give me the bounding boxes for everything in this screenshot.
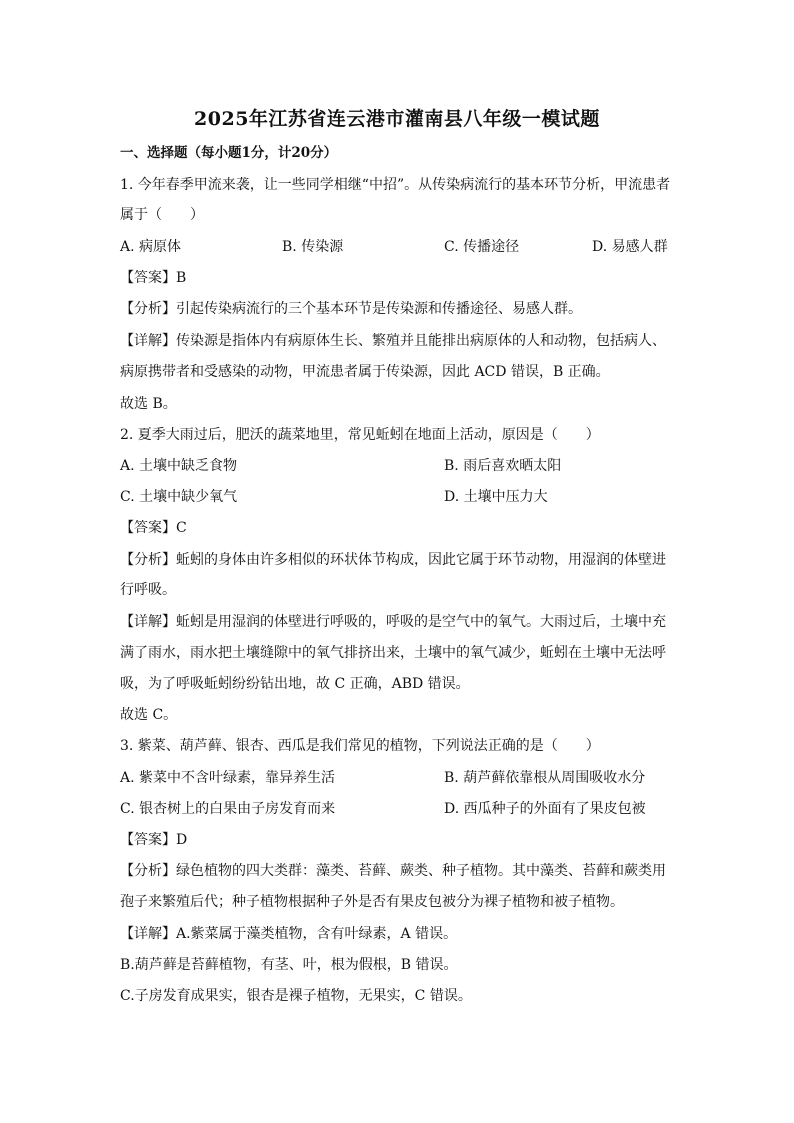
q2-analysis-cont: 行呼吸。 xyxy=(120,582,176,598)
q2-option-d: D. 土壤中压力大 xyxy=(444,489,548,505)
question-3-stem: 3. 紫菜、葫芦藓、银杏、西瓜是我们常见的植物，下列说法正确的是（ ） xyxy=(120,738,600,754)
q3-option-c: C. 银杏树上的白果由子房发育而来 xyxy=(120,801,336,817)
q2-detail: 【详解】蚯蚓是用湿润的体壁进行呼吸的，呼吸的是空气中的氧气。大雨过后，土壤中充 xyxy=(120,614,666,630)
q1-option-a: A. 病原体 xyxy=(120,239,182,255)
q3-detail: 【详解】A.紫菜属于藻类植物，含有叶绿素，A 错误。 xyxy=(120,926,458,942)
q3-detail-c: C.子房发育成果实，银杏是裸子植物，无果实，C 错误。 xyxy=(120,988,472,1004)
q1-answer: 【答案】B xyxy=(120,270,187,286)
q1-analysis: 【分析】引起传染病流行的三个基本环节是传染源和传播途径、易感人群。 xyxy=(120,301,582,317)
q1-detail-cont: 病原携带者和受感染的动物，甲流患者属于传染源，因此 ACD 错误，B 正确。 xyxy=(120,364,610,380)
q2-option-a: A. 土壤中缺乏食物 xyxy=(120,458,238,474)
q1-option-c: C. 传播途径 xyxy=(444,239,520,255)
q2-detail-cont-2: 吸，为了呼吸蚯蚓纷纷钻出地，故 C 正确，ABD 错误。 xyxy=(120,676,470,692)
q2-option-c: C. 土壤中缺少氧气 xyxy=(120,489,238,505)
q1-detail: 【详解】传染源是指体内有病原体生长、繁殖并且能排出病原体的人和动物，包括病人、 xyxy=(120,333,666,349)
question-2-stem: 2. 夏季大雨过后，肥沃的蔬菜地里，常见蚯蚓在地面上活动，原因是（ ） xyxy=(120,427,600,443)
page-title: 2025年江苏省连云港市灌南县八年级一模试题 xyxy=(194,108,600,130)
q3-answer: 【答案】D xyxy=(120,832,188,848)
q3-analysis-cont: 孢子来繁殖后代；种子植物根据种子外是否有果皮包被分为裸子植物和被子植物。 xyxy=(120,894,624,910)
question-1-stem: 1. 今年春季甲流来袭，让一些同学相继“中招”。从传染病流行的基本环节分析，甲流患者 xyxy=(120,177,671,193)
q2-analysis: 【分析】蚯蚓的身体由许多相似的环状体节构成，因此它属于环节动物，用湿润的体壁进 xyxy=(120,552,666,568)
q1-conclusion: 故选 B。 xyxy=(120,396,177,412)
q1-option-d: D. 易感人群 xyxy=(592,239,668,255)
section-heading: 一、选择题（每小题1分，计20分） xyxy=(120,145,338,161)
q2-conclusion: 故选 C。 xyxy=(120,707,178,723)
q3-option-d: D. 西瓜种子的外面有了果皮包被 xyxy=(444,801,646,817)
q2-answer: 【答案】C xyxy=(120,520,187,536)
q3-analysis: 【分析】绿色植物的四大类群：藻类、苔藓、蕨类、种子植物。其中藻类、苔藓和蕨类用 xyxy=(120,863,666,879)
q2-detail-cont-1: 满了雨水，雨水把土壤缝隙中的氧气排挤出来，土壤中的氧气减少，蚯蚓在土壤中无法呼 xyxy=(120,645,666,661)
q3-detail-b: B.葫芦藓是苔藓植物，有茎、叶，根为假根，B 错误。 xyxy=(120,957,458,973)
question-1-stem-cont: 属于（ ） xyxy=(120,207,204,223)
q3-option-b: B. 葫芦藓依靠根从周围吸收水分 xyxy=(444,770,646,786)
q3-option-a: A. 紫菜中不含叶绿素，靠异养生活 xyxy=(120,770,336,786)
q1-option-b: B. 传染源 xyxy=(282,239,344,255)
q2-option-b: B. 雨后喜欢晒太阳 xyxy=(444,458,562,474)
